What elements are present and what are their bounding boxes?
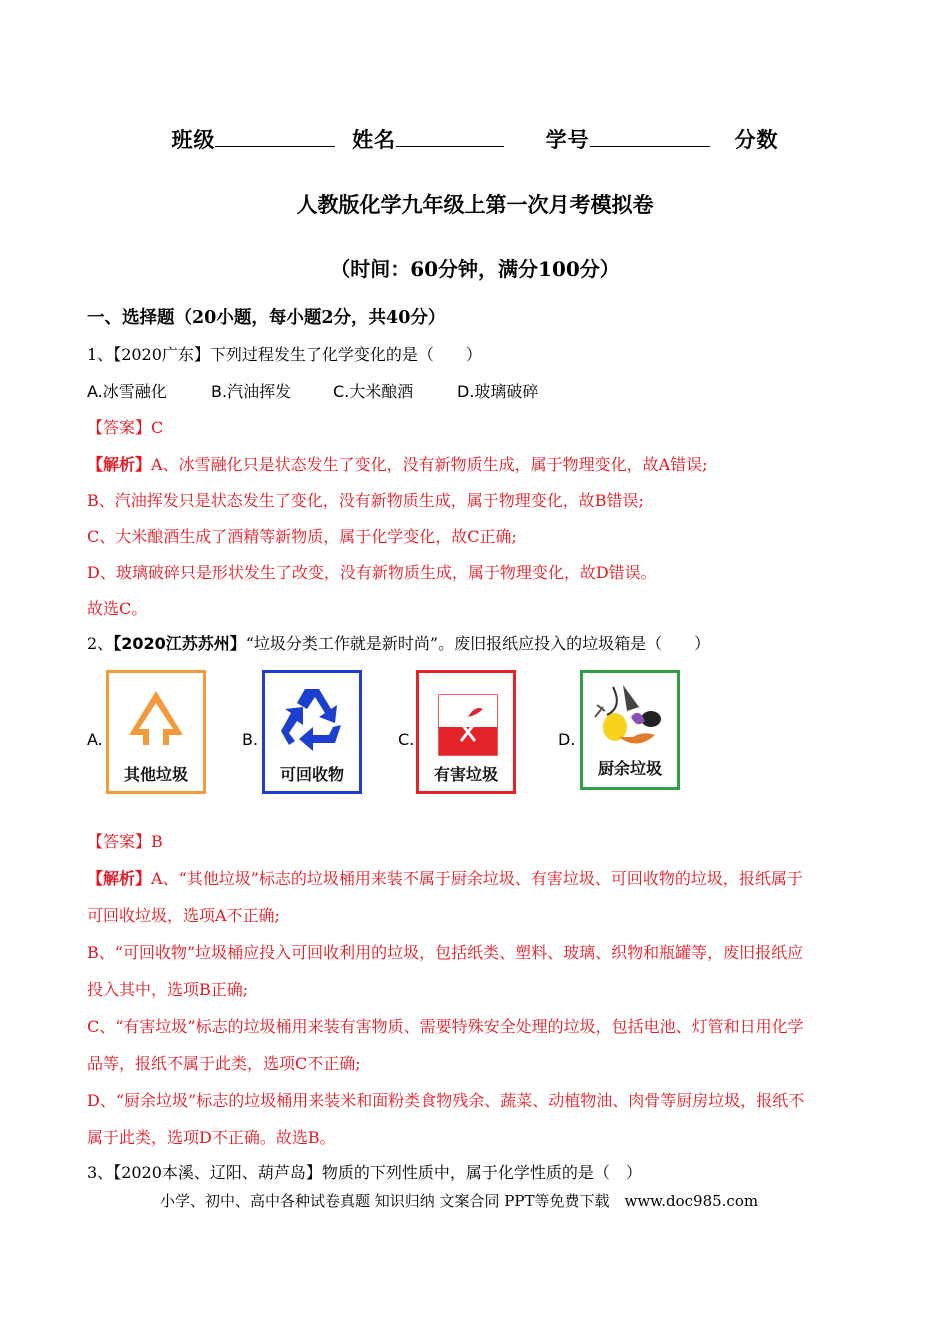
question-1-analysis-line: 故选C。	[87, 599, 148, 618]
question-2-stem	[87, 631, 710, 654]
option-d-label: 厨余垃圾	[597, 759, 662, 778]
question-2-analysis-line: 品等，报纸不属于此类，选项C不正确;	[87, 1054, 361, 1073]
question-number: 1、	[87, 345, 114, 364]
kitchen-waste-icon	[583, 677, 677, 757]
other-waste-icon	[109, 683, 203, 763]
time-info: （时间：60分钟，满分100分）	[330, 257, 620, 281]
option-c-label: 有害垃圾	[433, 765, 498, 784]
question-2-answer: 【答案】B	[87, 832, 163, 851]
question-source: 【2020本溪、辽阳、葫芦岛】	[113, 1163, 322, 1182]
option-b-label: 可回收物	[279, 765, 344, 784]
question-text: 下列过程发生了化学变化的是（ ）	[209, 345, 482, 364]
analysis-text: A、冰雪融化只是状态发生了变化，没有新物质生成，属于物理变化，故A错误;	[151, 455, 708, 474]
question-1-options	[87, 379, 538, 402]
option-c-letter[interactable]: C.	[398, 730, 415, 749]
question-2-analysis-line: 可回收垃圾，选项A不正确;	[87, 906, 280, 925]
question-1-analysis-line: B、汽油挥发只是状态发生了变化，没有新物质生成，属于物理变化，故B错误;	[87, 491, 644, 510]
question-number: 3、	[87, 1163, 114, 1182]
option-c[interactable]: C.大米酿酒	[333, 382, 414, 401]
question-text: “垃圾分类工作就是新时尚”。废旧报纸应投入的垃圾箱是（ ）	[245, 634, 711, 653]
id-blank[interactable]	[590, 126, 710, 147]
question-2-analysis-line: D、“厨余垃圾”标志的垃圾桶用来装米和面粉类食物残余、蔬菜、动植物油、肉骨等厨房垃圾，报纸不	[87, 1091, 805, 1110]
class-blank[interactable]	[215, 126, 335, 147]
student-info-header	[0, 124, 950, 154]
question-3-stem	[87, 1160, 642, 1183]
analysis-label: 【解析】	[87, 869, 152, 888]
option-a-letter[interactable]: A.	[87, 730, 103, 749]
recyclable-bin[interactable]	[262, 670, 362, 794]
question-2-analysis-line: B、“可回收物”垃圾桶应投入可回收利用的垃圾，包括纸类、塑料、玻璃、织物和瓶罐等，废旧报纸应	[87, 943, 804, 962]
question-1-analysis-line: C、大米酿酒生成了酒精等新物质，属于化学变化，故C正确;	[87, 527, 517, 546]
question-2-analysis-line	[87, 866, 803, 889]
class-label: 班级	[171, 127, 216, 152]
question-2-analysis-line: C、“有害垃圾”标志的垃圾桶用来装有害物质、需要特殊安全处理的垃圾，包括电池、灯管和日用化学	[87, 1017, 804, 1036]
score-label: 分数	[734, 127, 779, 152]
question-2-analysis-line: 投入其中，选项B正确;	[87, 980, 249, 999]
hazardous-waste-bin[interactable]	[416, 670, 516, 794]
question-source: 【2020广东】	[113, 345, 210, 364]
recycle-icon	[265, 679, 359, 763]
question-1-answer: 【答案】C	[87, 418, 164, 437]
option-b[interactable]: B.汽油挥发	[211, 382, 292, 401]
name-blank[interactable]	[396, 126, 504, 147]
analysis-text: A、“其他垃圾”标志的垃圾桶用来装不属于厨余垃圾、有害垃圾、可回收物的垃圾，报纸属于	[151, 869, 803, 888]
question-1-analysis-line	[87, 452, 708, 475]
other-waste-bin[interactable]	[106, 670, 206, 794]
page-title: 人教版化学九年级上第一次月考模拟卷	[296, 192, 654, 217]
question-source: 【2020江苏苏州】	[113, 634, 246, 653]
footer-text: 小学、初中、高中各种试卷真题 知识归纳 文案合同 PPT等免费下载 www.doc985.com	[160, 1192, 759, 1210]
option-a[interactable]: A.冰雪融化	[87, 382, 167, 401]
question-1-stem	[87, 342, 482, 365]
option-d[interactable]: D.玻璃破碎	[457, 382, 539, 401]
section-heading: 一、选择题（20小题，每小题2分，共40分）	[87, 308, 446, 328]
question-1-analysis-line: D、玻璃破碎只是形状发生了改变，没有新物质生成，属于物理变化，故D错误。	[87, 563, 657, 582]
option-d-letter[interactable]: D.	[558, 730, 576, 749]
id-label: 学号	[545, 127, 590, 152]
question-2-analysis-line: 属于此类，选项D不正确。故选B。	[87, 1128, 336, 1147]
question-text: 物质的下列性质中，属于化学性质的是（ ）	[321, 1163, 642, 1182]
option-b-letter[interactable]: B.	[242, 730, 259, 749]
option-a-label: 其他垃圾	[123, 765, 188, 784]
name-label: 姓名	[352, 127, 397, 152]
analysis-label: 【解析】	[87, 455, 152, 474]
kitchen-waste-bin[interactable]	[580, 670, 680, 790]
hazardous-icon	[419, 677, 513, 763]
question-number: 2、	[87, 634, 114, 653]
